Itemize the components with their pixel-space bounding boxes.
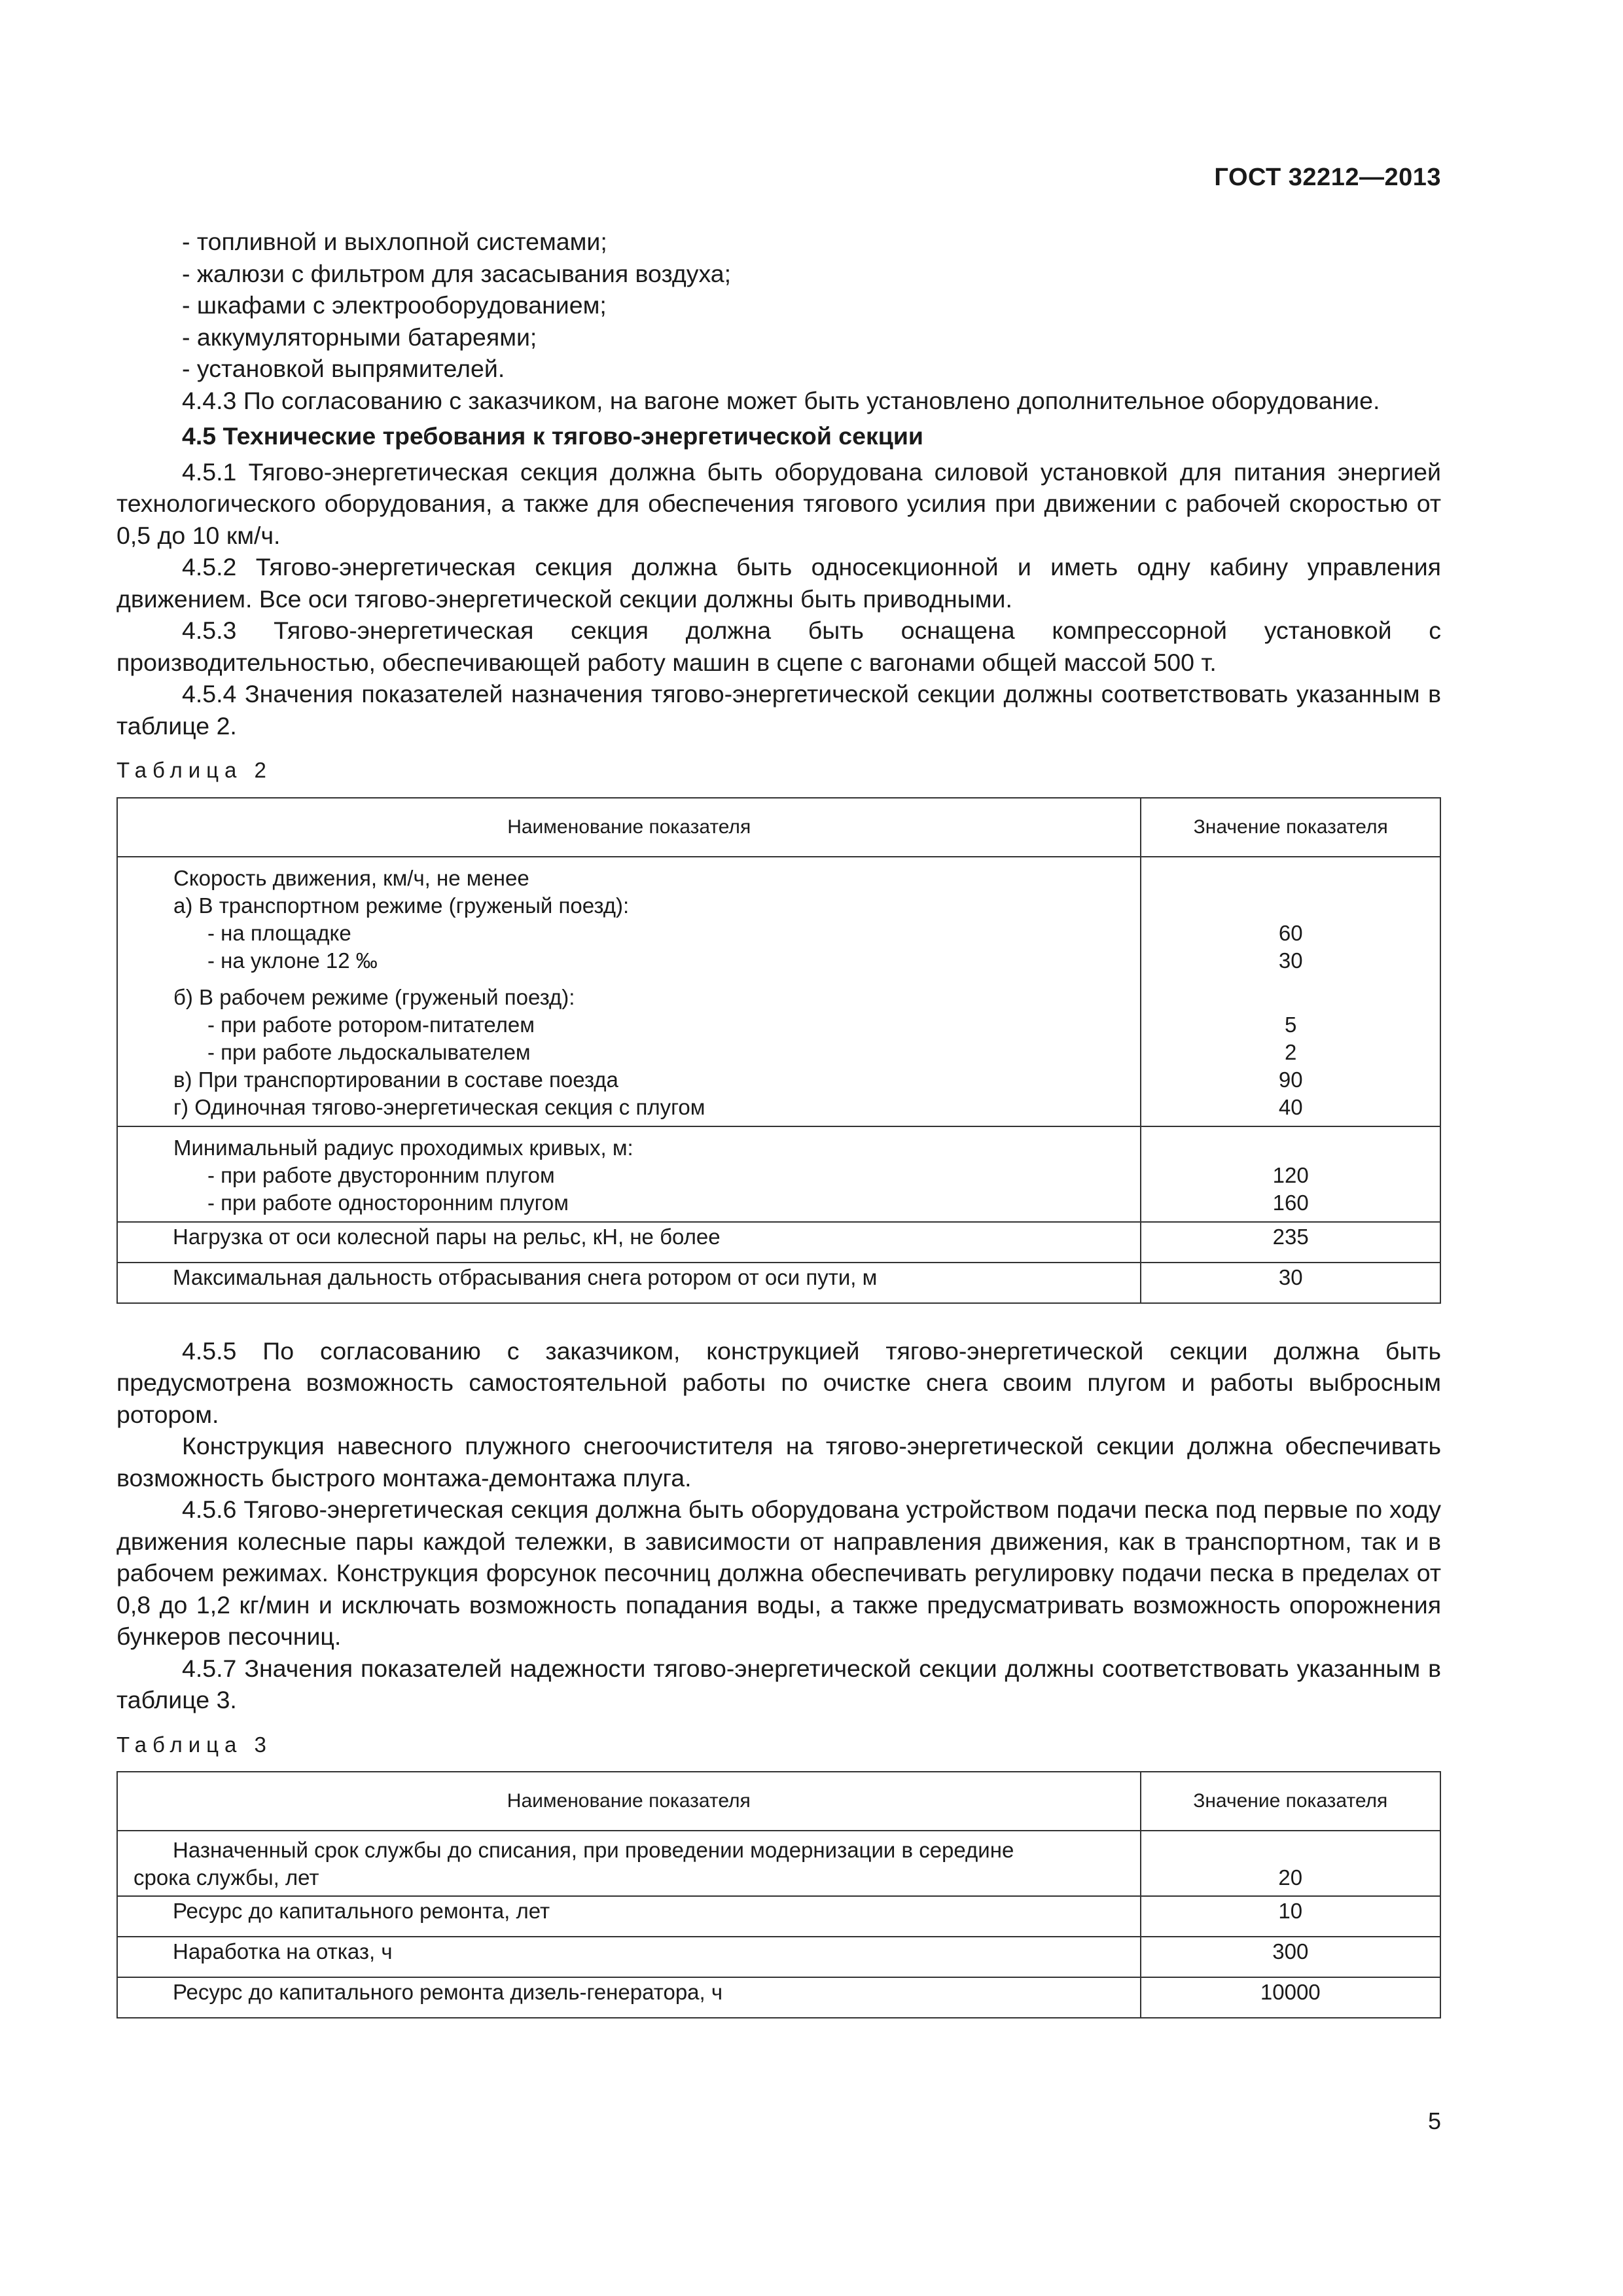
paragraph-4-4-3: 4.4.3 По согласованию с заказчиком, на вагоне может быть установлено дополнительное оборудование.: [182, 386, 1380, 414]
row-value: 10: [1141, 1896, 1440, 1937]
speed-b2-value: 2: [1285, 1039, 1297, 1064]
throw-value: 30: [1141, 1263, 1440, 1303]
list-item: - жалюзи с фильтром для засасывания воздуха;: [182, 259, 732, 287]
speed-b1-value: 5: [1285, 1012, 1297, 1037]
list-item: - шкафами с электрооборудованием;: [182, 291, 607, 319]
speed-a2: - на уклоне 12 ‰: [207, 948, 378, 973]
speed-b2: - при работе льдоскалывателем: [207, 1039, 531, 1064]
speed-v: в) При транспортировании в составе поезда: [173, 1067, 618, 1092]
table-row: [117, 1831, 1440, 1896]
table-row: [117, 1977, 1440, 2018]
paragraph-4-5-3: 4.5.3 Тягово-энергетическая секция должна быть оснащена компрессорной установкой с производительностью, обеспечивающей работу машин в сцепе с вагонами общей массой 500 т.: [116, 617, 1441, 676]
speed-a: а) В транспортном режиме (груженый поезд):: [173, 893, 630, 918]
row-label: Ресурс до капитального ремонта дизель-генератора, ч: [117, 1977, 1141, 2018]
column-header-value: Значение показателя: [1141, 798, 1440, 857]
column-header-value: Значение показателя: [1141, 1772, 1440, 1831]
row-label-line-2: срока службы, лет: [134, 1865, 319, 1890]
paragraph-4-5-4: 4.5.4 Значения показателей назначения тягово-энергетической секции должны соответствовать указанным в таблице 2.: [116, 680, 1441, 740]
speed-a1: - на площадке: [207, 920, 351, 945]
speed-b1: - при работе ротором-питателем: [207, 1012, 535, 1037]
column-header-name: Наименование показателя: [117, 798, 1141, 857]
table-3: [116, 1771, 1441, 2018]
load-value: 235: [1141, 1222, 1440, 1263]
radius-r2-value: 160: [1272, 1190, 1309, 1215]
list-item: - аккумуляторными батареями;: [182, 323, 537, 351]
row-value: 300: [1141, 1937, 1440, 1977]
speed-v-value: 90: [1278, 1067, 1303, 1092]
speed-g: г) Одиночная тягово-энергетическая секция с плугом: [173, 1094, 705, 1119]
table-row: [117, 1896, 1440, 1937]
radius-r2: - при работе односторонним плугом: [207, 1190, 569, 1215]
paragraph-4-5-7: 4.5.7 Значения показателей надежности тягово-энергетической секции должны соответствовать указанным в таблице 3.: [116, 1654, 1441, 1713]
row-value: 20: [1141, 1831, 1440, 1896]
radius-r1: - при работе двусторонним плугом: [207, 1162, 555, 1187]
list-item: - топливной и выхлопной системами;: [182, 228, 607, 255]
load-label: Нагрузка от оси колесной пары на рельс, кН, не более: [117, 1222, 1141, 1263]
row-label: Наработка на отказ, ч: [117, 1937, 1141, 1977]
paragraph-4-5-5: 4.5.5 По согласованию с заказчиком, конструкцией тягово-энергетической секции должна быть предусмотрена возможность самостоятельной работы по очистке снега своим плугом и работы выбросным ротором.: [116, 1336, 1441, 1428]
speed-g-value: 40: [1278, 1094, 1303, 1119]
document-code: ГОСТ 32212—2013: [1214, 164, 1441, 191]
section-heading-4-5: 4.5 Технические требования к тягово-энергетической секции: [182, 422, 923, 450]
speed-labels: [117, 857, 1141, 1126]
row-label-line-1: Назначенный срок службы до списания, при проведении модернизации в середине: [173, 1838, 1014, 1862]
table-2: [116, 797, 1441, 1304]
radius-values: [1141, 1126, 1440, 1222]
speed-a1-value: 60: [1278, 920, 1303, 945]
radius-r1-value: 120: [1272, 1162, 1309, 1187]
radius-labels: [117, 1126, 1141, 1222]
document-body: [116, 226, 1441, 2018]
paragraph-4-5-2: 4.5.2 Тягово-энергетическая секция должна быть односекционной и иметь одну кабину управления движением. Все оси тягово-энергетической секции должны быть приводными.: [116, 553, 1441, 613]
table-row: [117, 1937, 1440, 1977]
radius-title: Минимальный радиус проходимых кривых, м:: [173, 1135, 633, 1160]
table-header-row: [117, 1772, 1440, 1831]
throw-label: Максимальная дальность отбрасывания снега ротором от оси пути, м: [117, 1263, 1141, 1303]
table-row-throw: [117, 1263, 1440, 1303]
speed-a2-value: 30: [1278, 948, 1303, 973]
table-row-radius: [117, 1126, 1440, 1222]
speed-values: [1141, 857, 1440, 1126]
paragraph-4-5-1: 4.5.1 Тягово-энергетическая секция должна быть оборудована силовой установкой для питания энергией технологического оборудования, а также для обеспечения тягового усилия при движении с рабочей скоростью от 0,5 до 10 км/ч.: [116, 457, 1441, 549]
table-3-caption: Таблица 3: [116, 1732, 272, 1757]
table-header-row: [117, 798, 1440, 857]
page-number: 5: [1427, 2108, 1441, 2134]
table-row-load: [117, 1222, 1440, 1263]
paragraph-4-5-5-b: Конструкция навесного плужного снегоочистителя на тягово-энергетической секции должна обеспечивать возможность быстрого монтажа-демонтажа плуга.: [116, 1432, 1441, 1492]
speed-title: Скорость движения, км/ч, не менее: [173, 865, 529, 890]
row-value: 10000: [1141, 1977, 1440, 2018]
column-header-name: Наименование показателя: [117, 1772, 1141, 1831]
paragraph-4-5-6: 4.5.6 Тягово-энергетическая секция должна быть оборудована устройством подачи песка под первые по ходу движения колесные пары каждой тележки, в зависимости от направления движения, как в транспортном, так и в рабочем режимах. Конструкция форсунок песочниц должна обеспечивать регулировку подачи песка в пределах от 0,8 до 1,2 кг/мин и исключать возможность попадания воды, а также предусматривать возможность опорожнения бункеров песочниц.: [116, 1496, 1441, 1650]
speed-b: б) В рабочем режиме (груженый поезд):: [173, 984, 575, 1009]
list-item: - установкой выпрямителей.: [182, 355, 505, 382]
row-label: [117, 1831, 1141, 1896]
table-row-speed: [117, 857, 1440, 1126]
row-label: Ресурс до капитального ремонта, лет: [117, 1896, 1141, 1937]
table-2-caption: Таблица 2: [116, 758, 272, 782]
